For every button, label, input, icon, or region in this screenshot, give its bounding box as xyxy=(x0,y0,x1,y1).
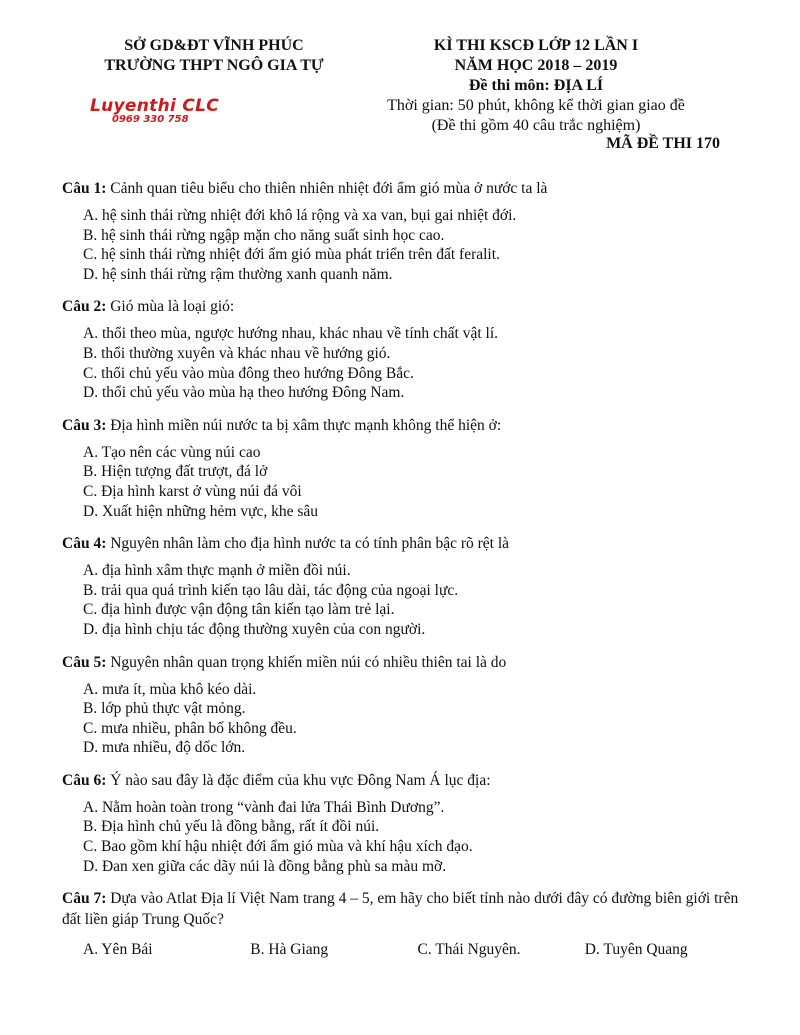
option-list xyxy=(62,443,752,521)
option-b: B. trải qua quá trình kiến tạo lâu dài, tác động của ngoại lực. xyxy=(83,581,459,599)
question-1 xyxy=(62,178,752,284)
option-d: D. Tuyên Quang xyxy=(584,941,688,959)
option-b: B. Hà Giang xyxy=(250,941,329,959)
question-5 xyxy=(62,652,752,758)
question-body: Ý nào sau đây là đặc điểm của khu vực Đông Nam Á lục địa: xyxy=(106,771,491,789)
option-c: C. Thái Nguyên. xyxy=(417,941,521,959)
option-list xyxy=(62,324,752,402)
question-7 xyxy=(62,888,752,960)
option-list xyxy=(62,561,752,639)
exam-header xyxy=(350,36,722,136)
question-text xyxy=(62,178,752,199)
option-d: D. địa hình chịu tác động thường xuyên của con người. xyxy=(83,620,426,638)
option-b: B. Hiện tượng đất trượt, đá lở xyxy=(83,463,268,481)
option-c: C. Địa hình karst ở vùng núi đá vôi xyxy=(83,482,302,500)
question-body: Dựa vào Atlat Địa lí Việt Nam trang 4 – 5, em hãy cho biết tỉnh nào dưới đây có đường biên giới trên đất liền giáp Trung Quốc? xyxy=(62,890,739,929)
question-text xyxy=(62,296,752,317)
exam-time: Thời gian: 50 phút, không kể thời gian giao đề xyxy=(387,97,685,114)
luyenthi-logo xyxy=(90,96,250,125)
option-a: A. Tạo nên các vùng núi cao xyxy=(83,443,261,461)
option-b: B. thổi thường xuyên và khác nhau về hướng gió. xyxy=(83,344,391,362)
option-d: D. Đan xen giữa các dãy núi là đồng bằng phù sa màu mỡ. xyxy=(83,857,447,875)
question-label: Câu 1: xyxy=(62,180,107,197)
question-4 xyxy=(62,533,752,639)
question-label: Câu 4: xyxy=(62,535,107,553)
question-text xyxy=(62,652,752,673)
option-list xyxy=(62,940,752,960)
question-label: Câu 7: xyxy=(62,890,107,908)
question-body: Địa hình miền núi nước ta bị xâm thực mạnh không thể hiện ở: xyxy=(106,416,502,434)
question-text xyxy=(62,415,752,436)
question-3 xyxy=(62,415,752,521)
option-d: D. hệ sinh thái rừng rậm thường xanh quanh năm. xyxy=(83,265,393,283)
option-a: A. mưa ít, mùa khô kéo dài. xyxy=(83,680,257,698)
question-body: Cảnh quan tiêu biểu cho thiên nhiên nhiệt đới ẩm gió mùa ở nước ta là xyxy=(106,180,548,197)
school-header xyxy=(84,36,344,76)
option-a: A. thổi theo mùa, ngược hướng nhau, khác nhau về tính chất vật lí. xyxy=(83,325,499,343)
option-d: D. thổi chủ yếu vào mùa hạ theo hướng Đông Nam. xyxy=(83,384,405,402)
question-list xyxy=(62,178,752,972)
option-b: B. Địa hình chủ yếu là đồng bằng, rất ít đồi núi. xyxy=(83,818,380,836)
school-year: NĂM HỌC 2018 – 2019 xyxy=(454,57,618,74)
option-c: C. hệ sinh thái rừng nhiệt đới ẩm gió mùa phát triển trên đất feralit. xyxy=(83,246,500,264)
option-c: C. mưa nhiều, phân bố không đều. xyxy=(83,719,297,737)
school-name: TRƯỜNG THPT NGÔ GIA TỰ xyxy=(104,57,324,74)
exam-note: (Đề thi gồm 40 câu trắc nghiệm) xyxy=(431,117,641,134)
option-list xyxy=(62,798,752,876)
exam-code: MÃ ĐỀ THI 170 xyxy=(606,135,720,152)
option-list xyxy=(62,206,752,284)
option-a: A. hệ sinh thái rừng nhiệt đới khô lá rộng và xa van, bụi gai nhiệt đới. xyxy=(83,207,517,224)
question-label: Câu 6: xyxy=(62,771,107,789)
question-body: Nguyên nhân làm cho địa hình nước ta có tính phân bậc rõ rệt là xyxy=(106,535,510,553)
question-2 xyxy=(62,296,752,402)
question-text xyxy=(62,770,752,791)
logo-phone: 0969 330 758 xyxy=(112,114,189,125)
question-6 xyxy=(62,770,752,876)
question-body: Nguyên nhân quan trọng khiến miền núi có nhiều thiên tai là do xyxy=(106,653,507,671)
logo-brand: Luyenthi CLC xyxy=(90,96,220,116)
option-c: C. địa hình được vận động tân kiến tạo làm trẻ lại. xyxy=(83,601,395,619)
option-list xyxy=(62,680,752,758)
exam-title: KÌ THI KSCĐ LỚP 12 LẦN I xyxy=(433,37,639,54)
option-d: D. Xuất hiện những hẻm vực, khe sâu xyxy=(83,502,319,520)
option-a: A. Nằm hoàn toàn trong “vành đai lửa Thái Bình Dương”. xyxy=(83,798,445,816)
option-d: D. mưa nhiều, độ dốc lớn. xyxy=(83,739,246,757)
question-label: Câu 3: xyxy=(62,416,107,434)
option-b: B. hệ sinh thái rừng ngập mặn cho năng suất sinh học cao. xyxy=(83,226,445,244)
option-c: C. Bao gồm khí hậu nhiệt đới ẩm gió mùa và khí hậu xích đạo. xyxy=(83,838,473,856)
question-text xyxy=(62,888,752,930)
question-body: Gió mùa là loại gió: xyxy=(106,298,235,316)
question-label: Câu 2: xyxy=(62,298,107,316)
option-a: A. địa hình xâm thực mạnh ở miền đồi núi. xyxy=(83,562,351,580)
question-text xyxy=(62,533,752,554)
option-b: B. lớp phủ thực vật mỏng. xyxy=(83,700,246,718)
option-a: A. Yên Bái xyxy=(83,941,153,959)
option-c: C. thổi chủ yếu vào mùa đông theo hướng Đông Bắc. xyxy=(83,364,414,382)
department-name: SỞ GD&ĐT VĨNH PHÚC xyxy=(124,37,304,54)
question-label: Câu 5: xyxy=(62,653,107,671)
exam-subject: Đề thi môn: ĐỊA LÍ xyxy=(468,77,604,94)
